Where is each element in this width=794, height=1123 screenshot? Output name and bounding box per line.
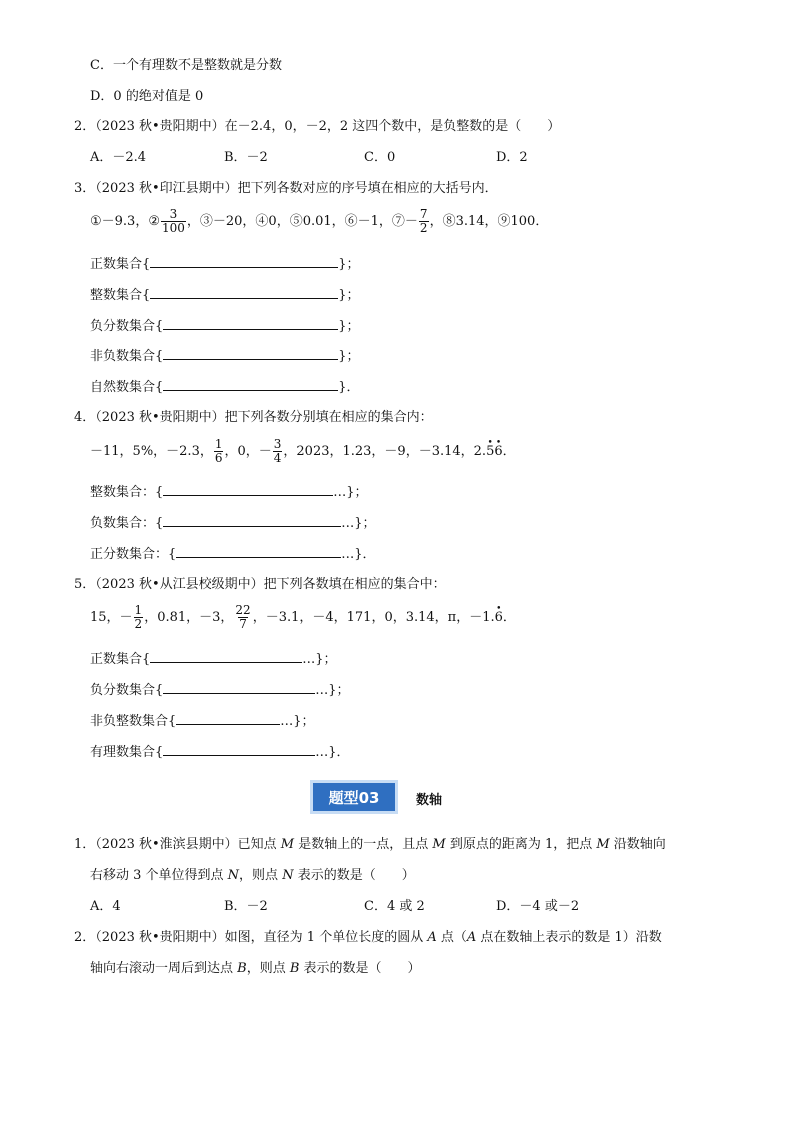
variable-m: M [596, 837, 610, 852]
q5-text-a: 15，－ [90, 609, 133, 625]
fraction-numerator: 3 [169, 207, 178, 221]
repeating-digit: • 6 [495, 609, 503, 627]
option-d: D．0 的绝对值是 0 [90, 89, 204, 104]
text: 点在数轴上表示的数是 1）沿数 [476, 930, 662, 945]
text: ，则点 [239, 868, 283, 883]
q5-set-negative-fraction [90, 681, 350, 700]
text: 2．（2023 秋•贵阳期中）如图，直径为 1 个单位长度的圆从 [74, 930, 428, 945]
q3-text-2: ，③－20，④0，⑤0.01，⑥－1，⑦－ [186, 213, 418, 229]
set-label: 自然数集合{ [90, 380, 164, 395]
set-label: 非负数集合{ [90, 349, 164, 364]
answer-blank[interactable] [163, 483, 333, 496]
answer-blank[interactable] [176, 712, 280, 725]
answer-blank[interactable] [163, 317, 338, 330]
text: 到原点的距离为 1，把点 [445, 837, 597, 852]
section-badge: 题型03 [310, 780, 398, 814]
text: 轴向右滚动一周后到达点 [90, 961, 238, 976]
q4-fraction-2 [273, 438, 283, 465]
fraction-numerator: 1 [134, 603, 143, 617]
q2-option-c: C．0 [364, 150, 396, 165]
q5-set-nonnegative-integer [90, 712, 315, 731]
answer-blank[interactable] [150, 650, 302, 663]
fraction-denominator: 2 [419, 221, 428, 235]
text: ，则点 [246, 961, 290, 976]
q4-set-integer [90, 483, 368, 502]
number-line-question-1-line-2 [90, 867, 415, 885]
set-end: }； [338, 319, 360, 334]
text: 1．（2023 秋•淮滨县期中）已知点 [74, 837, 281, 852]
fraction-numerator: 3 [273, 437, 282, 451]
variable-m: M [432, 837, 446, 852]
set-label: 正数集合{ [90, 652, 151, 667]
set-label: 非负整数集合{ [90, 714, 177, 729]
q5-set-rational [90, 743, 350, 762]
repeating-digit: • 5 [486, 443, 494, 461]
fraction-denominator: 4 [273, 451, 282, 465]
q4-fraction-1 [214, 438, 224, 465]
set-label: 正数集合{ [90, 257, 151, 272]
fraction-numerator: 7 [419, 207, 428, 221]
s1-option-b: B．－2 [224, 899, 268, 914]
set-end: }； [338, 288, 360, 303]
q3-set-negative-fraction [90, 317, 360, 336]
set-label: 正分数集合：{ [90, 547, 177, 562]
repeating-digit: • 6 [494, 443, 502, 461]
q3-fraction-2 [419, 208, 429, 235]
fraction-denominator: 6 [214, 451, 223, 465]
q5-text-b: ，0.81，－3， [144, 609, 234, 625]
set-label: 负数集合：{ [90, 516, 164, 531]
fraction-numerator: 22 [235, 603, 251, 617]
q4-text-c: ，2023，1.23，－9，－3.14，2. [283, 443, 487, 459]
s1-option-c: C．4 或 2 [364, 899, 425, 914]
q4-text-d: ． [502, 443, 516, 459]
set-end: …}． [315, 745, 350, 760]
question-4-stem: 4．（2023 秋•贵阳期中）把下列各数分别填在相应的集合内： [74, 410, 433, 425]
text: 点（ [436, 930, 467, 945]
variable-b: B [289, 961, 300, 976]
set-end: …}． [341, 547, 376, 562]
number-line-question-2-line-2 [90, 960, 421, 978]
variable-n: N [282, 868, 294, 883]
variable-a: A [427, 930, 437, 945]
q5-set-positive [90, 650, 337, 669]
set-end: …}； [333, 485, 368, 500]
fraction-denominator: 7 [239, 617, 247, 631]
text: 右移动 3 个单位得到点 [90, 868, 228, 883]
q4-text-a: －11，5%，－2.3， [90, 443, 213, 459]
q3-set-natural [90, 378, 360, 397]
q3-text-3: ，⑧3.14，⑨100． [429, 213, 549, 229]
set-label: 整数集合{ [90, 288, 151, 303]
q4-set-negative [90, 514, 376, 533]
answer-blank[interactable] [163, 347, 338, 360]
section-title: 数轴 [416, 793, 443, 808]
variable-b: B [237, 961, 247, 976]
q5-fraction-1 [134, 604, 144, 631]
set-label: 负分数集合{ [90, 319, 164, 334]
q2-option-d: D．2 [496, 150, 528, 165]
set-end: …}； [280, 714, 315, 729]
text: 表示的数是（ ） [293, 868, 415, 883]
s1-option-a: A．4 [90, 899, 121, 914]
question-3-stem: 3．（2023 秋•印江县期中）把下列各数对应的序号填在相应的大括号内． [74, 181, 498, 196]
question-3-numbers [90, 208, 548, 235]
answer-blank[interactable] [176, 545, 341, 558]
set-end: …}； [315, 683, 350, 698]
set-end: }； [338, 349, 360, 364]
question-4-numbers [90, 438, 516, 465]
number-line-question-1-line-1 [74, 836, 666, 854]
answer-blank[interactable] [163, 514, 341, 527]
q5-fraction-2 [234, 604, 251, 631]
set-end: }； [338, 257, 360, 272]
q2-option-b: B．－2 [224, 150, 268, 165]
q3-set-nonnegative [90, 347, 360, 366]
answer-blank[interactable] [163, 681, 315, 694]
set-end: }． [338, 380, 360, 395]
answer-blank[interactable] [163, 378, 338, 391]
answer-blank[interactable] [163, 743, 315, 756]
variable-a: A [466, 930, 477, 945]
text: 表示的数是（ ） [299, 961, 421, 976]
set-label: 有理数集合{ [90, 745, 164, 760]
answer-blank[interactable] [150, 255, 338, 268]
fraction-denominator: 100 [161, 221, 185, 235]
q4-set-positive-fraction [90, 545, 376, 564]
set-end: …}； [302, 652, 337, 667]
answer-blank[interactable] [150, 286, 338, 299]
q5-text-d: ． [502, 609, 516, 625]
s1-option-d: D．－4 或－2 [496, 899, 580, 914]
question-5-numbers [90, 604, 516, 631]
text: 沿数轴向 [609, 837, 666, 852]
set-label: 负分数集合{ [90, 683, 164, 698]
fraction-numerator: 1 [214, 437, 223, 451]
option-c: C．一个有理数不是整数就是分数 [90, 58, 282, 73]
q3-set-integer [90, 286, 360, 305]
fraction-denominator: 2 [134, 617, 143, 631]
set-end: …}； [341, 516, 376, 531]
q4-text-b: ，0，－ [224, 443, 272, 459]
question-5-stem: 5．（2023 秋•从江县校级期中）把下列各数填在相应的集合中： [74, 577, 446, 592]
q2-option-a: A．－2.4 [90, 150, 147, 165]
variable-m: M [280, 837, 295, 852]
q3-set-positive [90, 255, 360, 274]
text: 是数轴上的一点，且点 [294, 837, 433, 852]
q3-text-1: ①－9.3，② [90, 213, 160, 229]
q3-fraction-1 [161, 208, 186, 235]
variable-n: N [227, 868, 240, 883]
number-line-question-2-line-1 [74, 929, 662, 947]
q5-text-c: ，－3.1，－4，171，0，3.14，π，－1. [252, 609, 495, 625]
set-label: 整数集合：{ [90, 485, 164, 500]
question-2-stem: 2．（2023 秋•贵阳期中）在－2.4，0，－2，2 这四个数中，是负整数的是（ ） [74, 119, 561, 134]
